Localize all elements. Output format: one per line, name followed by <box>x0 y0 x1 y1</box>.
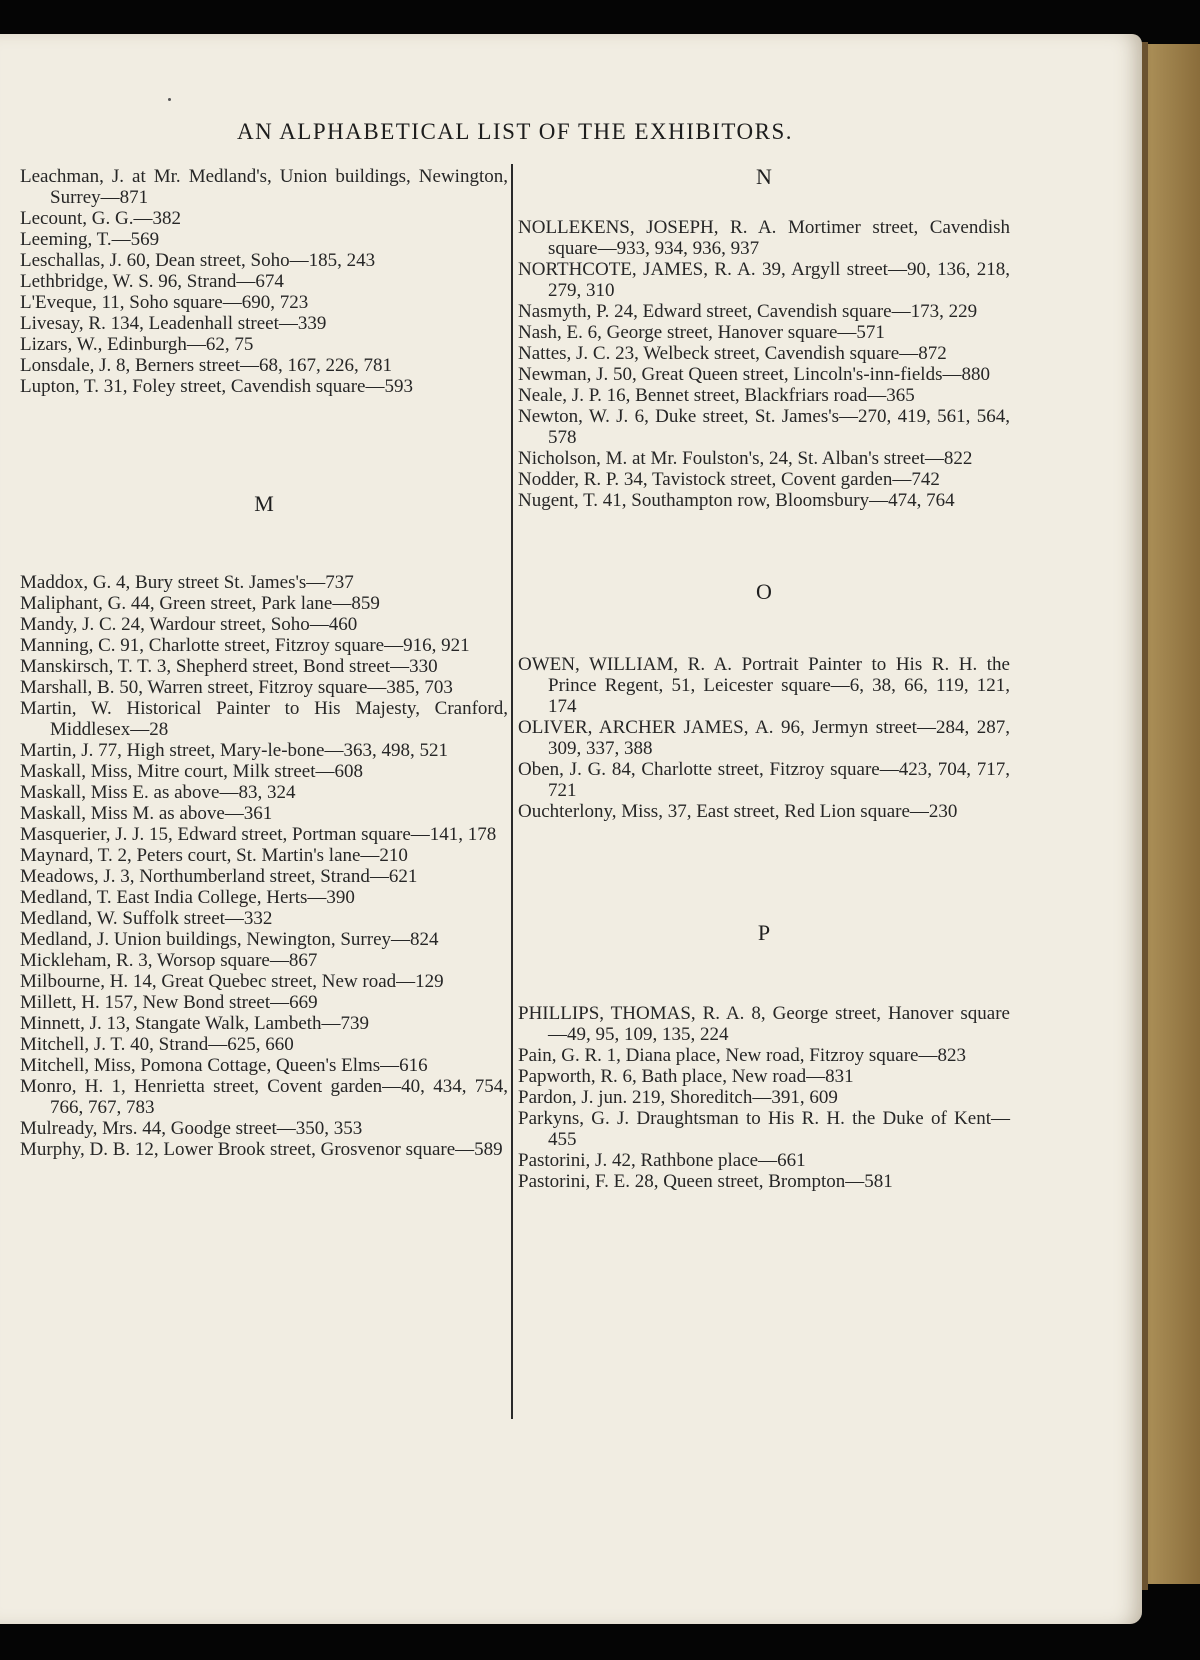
list-item: Leeming, T.—569 <box>20 229 160 250</box>
list-item: Nodder, R. P. 34, Tavistock street, Covent garden—742 <box>518 469 940 490</box>
section-gap <box>518 511 1010 581</box>
list-item: Oben, J. G. 84, Charlotte street, Fitzroy square—423, 704, 717, 721 <box>518 759 1010 801</box>
list-item: Lupton, T. 31, Foley street, Cavendish square—593 <box>20 376 413 397</box>
list-item: Monro, H. 1, Henrietta street, Covent garden—40, 434, 754, 766, 767, 783 <box>20 1076 508 1118</box>
list-item: Parkyns, G. J. Draughtsman to His R. H. the Duke of Kent—455 <box>518 1108 1010 1150</box>
list-item: Mandy, J. C. 24, Wardour street, Soho—460 <box>20 614 358 635</box>
list-item: Meadows, J. 3, Northumberland street, Strand—621 <box>20 866 418 887</box>
list-item: Lonsdale, J. 8, Berners street—68, 167, 226, 781 <box>20 355 393 376</box>
list-item: NORTHCOTE, JAMES, R. A. 39, Argyll street—90, 136, 218, 279, 310 <box>518 259 1010 301</box>
section-heading-m: M <box>254 491 274 516</box>
list-item: Manning, C. 91, Charlotte street, Fitzroy square—916, 921 <box>20 635 470 656</box>
section-gap <box>20 514 508 572</box>
list-item: Lethbridge, W. S. 96, Strand—674 <box>20 271 284 292</box>
list-item: Nicholson, M. at Mr. Foulston's, 24, St. Alban's street—822 <box>518 448 973 469</box>
list-item: Pain, G. R. 1, Diana place, New road, Fitzroy square—823 <box>518 1045 966 1066</box>
section-heading-n: N <box>756 164 772 189</box>
book-page <box>0 34 1142 1624</box>
section-gap <box>518 822 1010 922</box>
list-item: Newton, W. J. 6, Duke street, St. James's—270, 419, 561, 564, 578 <box>518 406 1010 448</box>
list-item: Medland, T. East India College, Herts—390 <box>20 887 355 908</box>
list-item: Mitchell, Miss, Pomona Cottage, Queen's Elms—616 <box>20 1055 428 1076</box>
list-item: Mulready, Mrs. 44, Goodge street—350, 353 <box>20 1118 363 1139</box>
list-item: OLIVER, ARCHER JAMES, A. 96, Jermyn street—284, 287, 309, 337, 388 <box>518 717 1010 759</box>
page-speck <box>168 98 171 101</box>
section-gap <box>518 602 1010 654</box>
list-item: Masquerier, J. J. 15, Edward street, Portman square—141, 178 <box>20 824 497 845</box>
list-item: Pastorini, J. 42, Rathbone place—661 <box>518 1150 806 1171</box>
list-item: Milbourne, H. 14, Great Quebec street, New road—129 <box>20 971 444 992</box>
list-item: Nasmyth, P. 24, Edward street, Cavendish square—173, 229 <box>518 301 978 322</box>
left-column <box>20 166 508 1160</box>
section-gap <box>518 943 1010 1003</box>
right-column <box>518 166 1010 1192</box>
list-item: Livesay, R. 134, Leadenhall street—339 <box>20 313 327 334</box>
list-item: NOLLEKENS, JOSEPH, R. A. Mortimer street, Cavendish square—933, 934, 936, 937 <box>518 217 1010 259</box>
list-item: Nugent, T. 41, Southampton row, Bloomsbury—474, 764 <box>518 490 955 511</box>
list-item: Papworth, R. 6, Bath place, New road—831 <box>518 1066 854 1087</box>
list-item: Leschallas, J. 60, Dean street, Soho—185, 243 <box>20 250 376 271</box>
list-item: Maddox, G. 4, Bury street St. James's—737 <box>20 572 354 593</box>
list-item: Murphy, D. B. 12, Lower Brook street, Grosvenor square—589 <box>20 1139 503 1160</box>
section-gap <box>518 187 1010 217</box>
list-item: Martin, J. 77, High street, Mary-le-bone—363, 498, 521 <box>20 740 448 761</box>
column-divider <box>511 164 513 1419</box>
list-item: Pardon, J. jun. 219, Shoreditch—391, 609 <box>518 1087 838 1108</box>
list-item: Pastorini, F. E. 28, Queen street, Brompton—581 <box>518 1171 893 1192</box>
list-item: Newman, J. 50, Great Queen street, Lincoln's-inn-fields—880 <box>518 364 990 385</box>
list-item: Maskall, Miss E. as above—83, 324 <box>20 782 296 803</box>
list-item: Maskall, Miss M. as above—361 <box>20 803 273 824</box>
section-heading-p: P <box>757 920 771 945</box>
list-item: Maliphant, G. 44, Green street, Park lane—859 <box>20 593 380 614</box>
page-title: AN ALPHABETICAL LIST OF THE EXHIBITORS. <box>237 119 793 144</box>
list-item: Minnett, J. 13, Stangate Walk, Lambeth—739 <box>20 1013 370 1034</box>
list-item: Lizars, W., Edinburgh—62, 75 <box>20 334 254 355</box>
list-item: Nattes, J. C. 23, Welbeck street, Cavendish square—872 <box>518 343 947 364</box>
list-item: L'Eveque, 11, Soho square—690, 723 <box>20 292 309 313</box>
list-item: Manskirsch, T. T. 3, Shepherd street, Bond street—330 <box>20 656 438 677</box>
list-item: Medland, W. Suffolk street—332 <box>20 908 273 929</box>
section-gap <box>20 397 508 493</box>
list-item: Mickleham, R. 3, Worsop square—867 <box>20 950 318 971</box>
list-item: Nash, E. 6, George street, Hanover square—571 <box>518 322 885 343</box>
list-item: Ouchterlony, Miss, 37, East street, Red Lion square—230 <box>518 801 958 822</box>
list-item: PHILLIPS, THOMAS, R. A. 8, George street, Hanover square—49, 95, 109, 135, 224 <box>518 1003 1010 1045</box>
list-item: Medland, J. Union buildings, Newington, Surrey—824 <box>20 929 439 950</box>
list-item: OWEN, WILLIAM, R. A. Portrait Painter to His R. H. the Prince Regent, 51, Leicester square—6, 38, 66, 119, 121, 174 <box>518 654 1010 717</box>
list-item: Mitchell, J. T. 40, Strand—625, 660 <box>20 1034 294 1055</box>
list-item: Maskall, Miss, Mitre court, Milk street—608 <box>20 761 364 782</box>
list-item: Millett, H. 157, New Bond street—669 <box>20 992 318 1013</box>
list-item: Lecount, G. G.—382 <box>20 208 181 229</box>
list-item: Martin, W. Historical Painter to His Majesty, Cranford, Middlesex—28 <box>20 698 508 740</box>
section-heading-o: O <box>756 579 772 604</box>
list-item: Leachman, J. at Mr. Medland's, Union buildings, Newington, Surrey—871 <box>20 166 508 208</box>
list-item: Neale, J. P. 16, Bennet street, Blackfriars road—365 <box>518 385 915 406</box>
list-item: Marshall, B. 50, Warren street, Fitzroy square—385, 703 <box>20 677 453 698</box>
list-item: Maynard, T. 2, Peters court, St. Martin's lane—210 <box>20 845 408 866</box>
